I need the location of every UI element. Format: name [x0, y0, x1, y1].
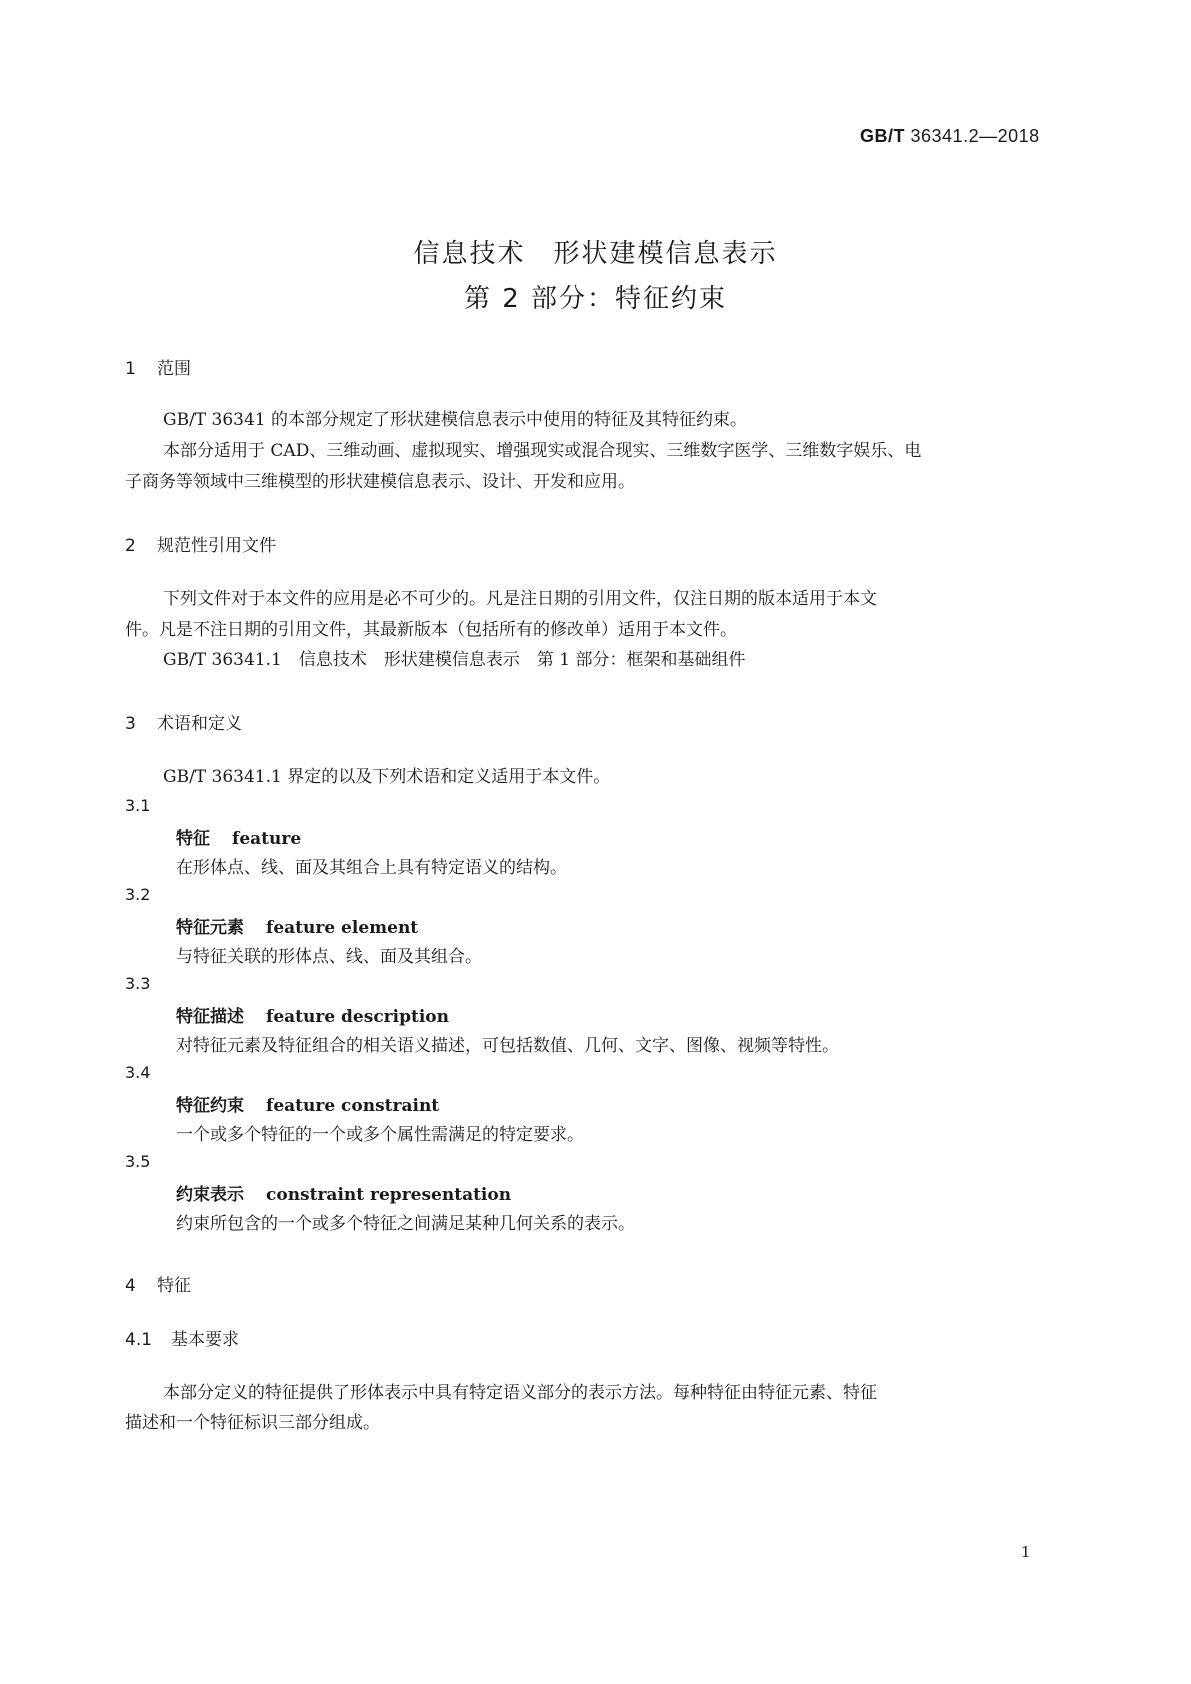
section-4-1-paragraph-line-1: 本部分定义的特征提供了形体表示中具有特定语义部分的表示方法。每种特征由特征元素、特征	[163, 1383, 877, 1403]
section-1-paragraph-1: GB/T 36341 的本部分规定了形状建模信息表示中使用的特征及其特征约束。	[163, 410, 748, 430]
standard-code	[860, 126, 1040, 147]
section-2-paragraph-line-1: 下列文件对于本文件的应用是必不可少的。凡是注日期的引用文件，仅注日期的版本适用于本文	[163, 589, 877, 609]
section-4-heading	[125, 1271, 191, 1296]
term-number: 3.4	[125, 1063, 151, 1082]
subsection-title: 基本要求	[171, 1330, 239, 1350]
section-title: 特征	[157, 1276, 191, 1296]
term-chinese: 特征	[176, 829, 210, 849]
section-1-heading	[125, 354, 191, 379]
subsection-4-1-heading	[125, 1325, 239, 1350]
term-name	[176, 1091, 439, 1116]
page-number: 1	[1021, 1543, 1031, 1561]
term-name	[176, 1180, 511, 1205]
section-2-paragraph-line-2: 件。凡是不注日期的引用文件，其最新版本（包括所有的修改单）适用于本文件。	[125, 620, 737, 640]
section-1-paragraph-2-line-1: 本部分适用于 CAD、三维动画、虚拟现实、增强现实或混合现实、三维数字医学、三维数字娱乐、电	[163, 441, 922, 461]
section-title: 范围	[157, 359, 191, 379]
term-number: 3.5	[125, 1152, 151, 1171]
section-number: 3	[125, 714, 136, 734]
section-number: 2	[125, 536, 136, 556]
section-4-1-paragraph-line-2: 描述和一个特征标识三部分组成。	[125, 1413, 380, 1433]
term-definition: 一个或多个特征的一个或多个属性需满足的特定要求。	[176, 1125, 584, 1145]
section-2-heading	[125, 531, 276, 556]
standard-prefix: GB/T	[860, 126, 905, 146]
section-3-heading	[125, 709, 242, 734]
term-chinese: 特征元素	[176, 918, 244, 938]
term-number: 3.2	[125, 885, 151, 904]
term-number: 3.1	[125, 796, 151, 815]
term-name	[176, 913, 418, 938]
term-definition: 对特征元素及特征组合的相关语义描述，可包括数值、几何、文字、图像、视频等特性。	[176, 1036, 839, 1056]
term-chinese: 特征约束	[176, 1096, 244, 1116]
term-number: 3.3	[125, 974, 151, 993]
normative-reference: GB/T 36341.1 信息技术 形状建模信息表示 第 1 部分：框架和基础组件	[163, 650, 746, 670]
term-definition: 约束所包含的一个或多个特征之间满足某种几何关系的表示。	[176, 1214, 635, 1234]
document-title-line1: 信息技术 形状建模信息表示	[413, 239, 778, 269]
section-1-paragraph-2-line-2: 子商务等领域中三维模型的形状建模信息表示、设计、开发和应用。	[125, 472, 635, 492]
term-english: feature element	[266, 918, 419, 938]
section-3-intro: GB/T 36341.1 界定的以及下列术语和定义适用于本文件。	[163, 767, 611, 787]
term-definition: 在形体点、线、面及其组合上具有特定语义的结构。	[176, 858, 567, 878]
term-chinese: 特征描述	[176, 1007, 244, 1027]
section-number: 4	[125, 1276, 136, 1296]
term-name	[176, 1002, 449, 1027]
section-number: 1	[125, 359, 136, 379]
section-title: 规范性引用文件	[157, 536, 276, 556]
term-name	[176, 824, 301, 849]
term-english: constraint representation	[266, 1185, 512, 1205]
term-english: feature constraint	[266, 1096, 440, 1116]
term-definition: 与特征关联的形体点、线、面及其组合。	[176, 947, 482, 967]
term-english: feature description	[266, 1007, 449, 1027]
section-title: 术语和定义	[157, 714, 242, 734]
standard-number: 36341.2—2018	[910, 126, 1040, 146]
subsection-number: 4.1	[125, 1330, 153, 1350]
term-chinese: 约束表示	[176, 1185, 244, 1205]
term-english: feature	[232, 829, 302, 849]
document-title-line2: 第 2 部分：特征约束	[463, 284, 728, 314]
